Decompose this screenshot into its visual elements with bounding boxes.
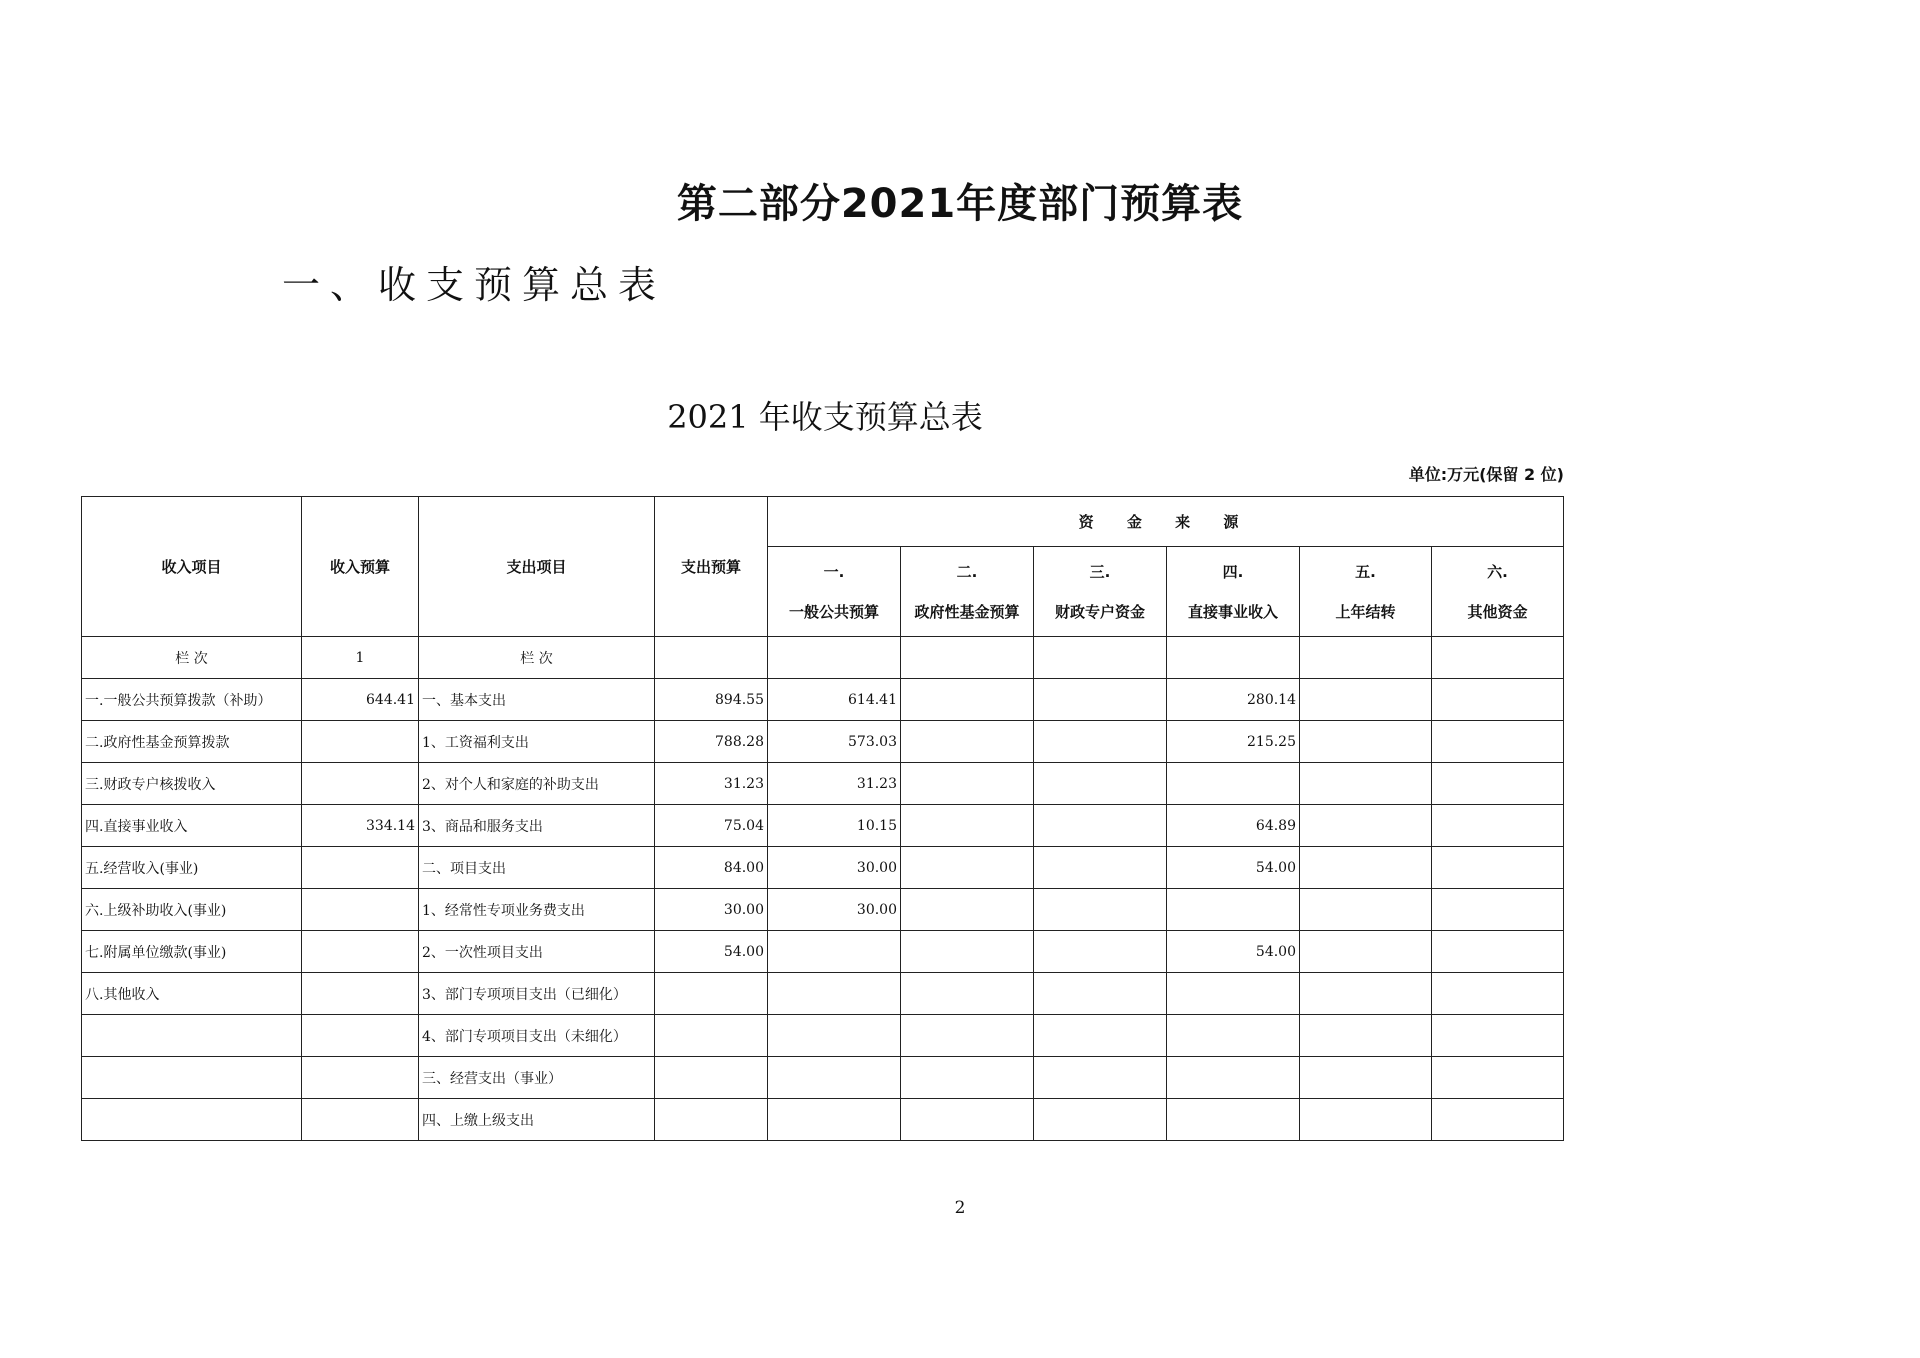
fund-name: 直接事业收入 xyxy=(1187,602,1278,621)
page-number: 2 xyxy=(954,1198,966,1218)
index-row xyxy=(82,637,1564,679)
income-item-cell xyxy=(82,1099,302,1141)
fund-special-account-cell xyxy=(1034,1057,1167,1099)
fund-other-cell xyxy=(1432,847,1564,889)
expense-item-cell: 3、商品和服务支出 xyxy=(419,805,655,847)
fund-carryover-cell xyxy=(1300,973,1432,1015)
header-fund-4 xyxy=(1167,547,1300,637)
fund-other-cell xyxy=(1432,1015,1564,1057)
fund-carryover-cell xyxy=(1300,1057,1432,1099)
fund-government-fund-cell xyxy=(901,847,1034,889)
expense-budget-cell xyxy=(655,1099,768,1141)
fund-number: 六. xyxy=(1487,562,1508,581)
fund-other-cell xyxy=(1432,1099,1564,1141)
fund-government-fund-cell xyxy=(901,1015,1034,1057)
header-fund-2 xyxy=(901,547,1034,637)
fund-government-fund-cell xyxy=(901,1099,1034,1141)
table-row xyxy=(82,973,1564,1015)
fund-general-budget-cell xyxy=(768,1057,901,1099)
fund-other-cell xyxy=(1432,679,1564,721)
fund-direct-income-cell xyxy=(1167,1015,1300,1057)
table-row xyxy=(82,679,1564,721)
fund-direct-income-cell xyxy=(1167,1099,1300,1141)
fund-special-account-cell xyxy=(1034,679,1167,721)
income-item-cell xyxy=(82,1015,302,1057)
expense-budget-cell: 84.00 xyxy=(655,847,768,889)
fund-other-cell xyxy=(1432,931,1564,973)
fund-general-budget-cell xyxy=(768,1099,901,1141)
fund-direct-income-cell: 215.25 xyxy=(1167,721,1300,763)
table-row xyxy=(82,1099,1564,1141)
expense-budget-cell: 894.55 xyxy=(655,679,768,721)
fund-special-account-cell xyxy=(1034,973,1167,1015)
index-cell: 栏 次 xyxy=(419,637,655,679)
fund-number: 三. xyxy=(1089,562,1111,581)
fund-government-fund-cell xyxy=(901,679,1034,721)
fund-special-account-cell xyxy=(1034,931,1167,973)
fund-general-budget-cell: 31.23 xyxy=(768,763,901,805)
fund-general-budget-cell: 573.03 xyxy=(768,721,901,763)
table-title: 2021 年收支预算总表 xyxy=(667,398,983,436)
header-fund-5 xyxy=(1300,547,1432,637)
fund-name: 一般公共预算 xyxy=(788,602,879,621)
fund-carryover-cell xyxy=(1300,847,1432,889)
fund-government-fund-cell xyxy=(901,1057,1034,1099)
expense-budget-cell: 75.04 xyxy=(655,805,768,847)
expense-budget-cell: 30.00 xyxy=(655,889,768,931)
fund-other-cell xyxy=(1432,973,1564,1015)
fund-direct-income-cell: 54.00 xyxy=(1167,847,1300,889)
header-fund-1 xyxy=(768,547,901,637)
header-income-item: 收入项目 xyxy=(82,497,302,637)
income-budget-cell xyxy=(302,973,419,1015)
expense-budget-cell xyxy=(655,1057,768,1099)
fund-other-cell xyxy=(1432,721,1564,763)
income-budget-cell xyxy=(302,1057,419,1099)
index-cell xyxy=(1167,637,1300,679)
expense-item-cell: 3、部门专项项目支出（已细化） xyxy=(419,973,655,1015)
main-title: 第二部分2021年度部门预算表 xyxy=(676,181,1244,227)
fund-special-account-cell xyxy=(1034,1099,1167,1141)
fund-name: 财政专户资金 xyxy=(1054,602,1145,621)
income-item-cell: 二.政府性基金预算拨款 xyxy=(82,721,302,763)
fund-carryover-cell xyxy=(1300,763,1432,805)
fund-general-budget-cell xyxy=(768,1015,901,1057)
fund-number: 二. xyxy=(956,562,978,581)
fund-special-account-cell xyxy=(1034,763,1167,805)
fund-special-account-cell xyxy=(1034,721,1167,763)
fund-name: 其他资金 xyxy=(1467,602,1528,621)
fund-general-budget-cell: 614.41 xyxy=(768,679,901,721)
fund-special-account-cell xyxy=(1034,889,1167,931)
income-budget-cell xyxy=(302,847,419,889)
income-budget-cell xyxy=(302,721,419,763)
income-item-cell xyxy=(82,1057,302,1099)
income-item-cell: 六.上级补助收入(事业) xyxy=(82,889,302,931)
expense-item-cell: 1、工资福利支出 xyxy=(419,721,655,763)
fund-government-fund-cell xyxy=(901,763,1034,805)
income-budget-cell xyxy=(302,1099,419,1141)
fund-carryover-cell xyxy=(1300,1015,1432,1057)
expense-budget-cell: 788.28 xyxy=(655,721,768,763)
expense-budget-cell xyxy=(655,973,768,1015)
header-expense-budget: 支出预算 xyxy=(655,497,768,637)
fund-general-budget-cell xyxy=(768,973,901,1015)
fund-carryover-cell xyxy=(1300,679,1432,721)
fund-carryover-cell xyxy=(1300,889,1432,931)
fund-government-fund-cell xyxy=(901,805,1034,847)
expense-item-cell: 三、经营支出（事业） xyxy=(419,1057,655,1099)
income-item-cell: 三.财政专户核拨收入 xyxy=(82,763,302,805)
fund-other-cell xyxy=(1432,763,1564,805)
section-title: 一、收支预算总表 xyxy=(282,263,667,307)
fund-name: 政府性基金预算 xyxy=(914,602,1020,621)
header-income-budget: 收入预算 xyxy=(302,497,419,637)
income-item-cell: 八.其他收入 xyxy=(82,973,302,1015)
fund-carryover-cell xyxy=(1300,931,1432,973)
fund-other-cell xyxy=(1432,1057,1564,1099)
fund-direct-income-cell xyxy=(1167,763,1300,805)
table-row xyxy=(82,1015,1564,1057)
fund-direct-income-cell xyxy=(1167,973,1300,1015)
header-fund-6 xyxy=(1432,547,1564,637)
expense-item-cell: 二、项目支出 xyxy=(419,847,655,889)
income-budget-cell xyxy=(302,931,419,973)
fund-direct-income-cell: 280.14 xyxy=(1167,679,1300,721)
header-fund-3 xyxy=(1034,547,1167,637)
index-cell xyxy=(1432,637,1564,679)
expense-item-cell: 2、一次性项目支出 xyxy=(419,931,655,973)
index-cell xyxy=(1034,637,1167,679)
index-cell xyxy=(901,637,1034,679)
table-row xyxy=(82,931,1564,973)
expense-budget-cell: 54.00 xyxy=(655,931,768,973)
income-budget-cell xyxy=(302,889,419,931)
income-item-cell: 四.直接事业收入 xyxy=(82,805,302,847)
income-budget-cell xyxy=(302,763,419,805)
fund-direct-income-cell: 54.00 xyxy=(1167,931,1300,973)
expense-item-cell: 4、部门专项项目支出（未细化） xyxy=(419,1015,655,1057)
fund-special-account-cell xyxy=(1034,847,1167,889)
table-row xyxy=(82,847,1564,889)
fund-general-budget-cell: 30.00 xyxy=(768,889,901,931)
income-item-cell: 五.经营收入(事业) xyxy=(82,847,302,889)
expense-item-cell: 一、基本支出 xyxy=(419,679,655,721)
index-cell: 1 xyxy=(302,637,419,679)
fund-direct-income-cell xyxy=(1167,889,1300,931)
fund-general-budget-cell: 30.00 xyxy=(768,847,901,889)
fund-general-budget-cell xyxy=(768,931,901,973)
fund-direct-income-cell: 64.89 xyxy=(1167,805,1300,847)
fund-carryover-cell xyxy=(1300,805,1432,847)
expense-budget-cell xyxy=(655,1015,768,1057)
fund-other-cell xyxy=(1432,889,1564,931)
fund-number: 五. xyxy=(1355,562,1376,581)
fund-government-fund-cell xyxy=(901,973,1034,1015)
expense-budget-cell: 31.23 xyxy=(655,763,768,805)
fund-number: 四. xyxy=(1222,562,1244,581)
fund-government-fund-cell xyxy=(901,889,1034,931)
fund-special-account-cell xyxy=(1034,805,1167,847)
expense-item-cell: 四、上缴上级支出 xyxy=(419,1099,655,1141)
fund-number: 一. xyxy=(823,562,845,581)
index-cell xyxy=(1300,637,1432,679)
fund-carryover-cell xyxy=(1300,1099,1432,1141)
table-row xyxy=(82,889,1564,931)
expense-item-cell: 1、经常性专项业务费支出 xyxy=(419,889,655,931)
index-cell xyxy=(768,637,901,679)
income-item-cell: 七.附属单位缴款(事业) xyxy=(82,931,302,973)
unit-note: 单位:万元(保留 2 位) xyxy=(1408,465,1564,484)
fund-government-fund-cell xyxy=(901,931,1034,973)
fund-name: 上年结转 xyxy=(1335,602,1396,621)
fund-other-cell xyxy=(1432,805,1564,847)
fund-carryover-cell xyxy=(1300,721,1432,763)
budget-summary-table xyxy=(81,496,1564,1141)
index-cell: 栏 次 xyxy=(82,637,302,679)
table-row xyxy=(82,763,1564,805)
income-budget-cell: 334.14 xyxy=(302,805,419,847)
fund-direct-income-cell xyxy=(1167,1057,1300,1099)
index-cell xyxy=(655,637,768,679)
fund-general-budget-cell: 10.15 xyxy=(768,805,901,847)
expense-item-cell: 2、对个人和家庭的补助支出 xyxy=(419,763,655,805)
income-budget-cell xyxy=(302,1015,419,1057)
table-row xyxy=(82,1057,1564,1099)
table-row xyxy=(82,721,1564,763)
fund-government-fund-cell xyxy=(901,721,1034,763)
header-fund-source: 资 金 来 源 xyxy=(768,497,1564,547)
income-item-cell: 一.一般公共预算拨款（补助） xyxy=(82,679,302,721)
header-expense-item: 支出项目 xyxy=(419,497,655,637)
table-row xyxy=(82,805,1564,847)
fund-special-account-cell xyxy=(1034,1015,1167,1057)
income-budget-cell: 644.41 xyxy=(302,679,419,721)
